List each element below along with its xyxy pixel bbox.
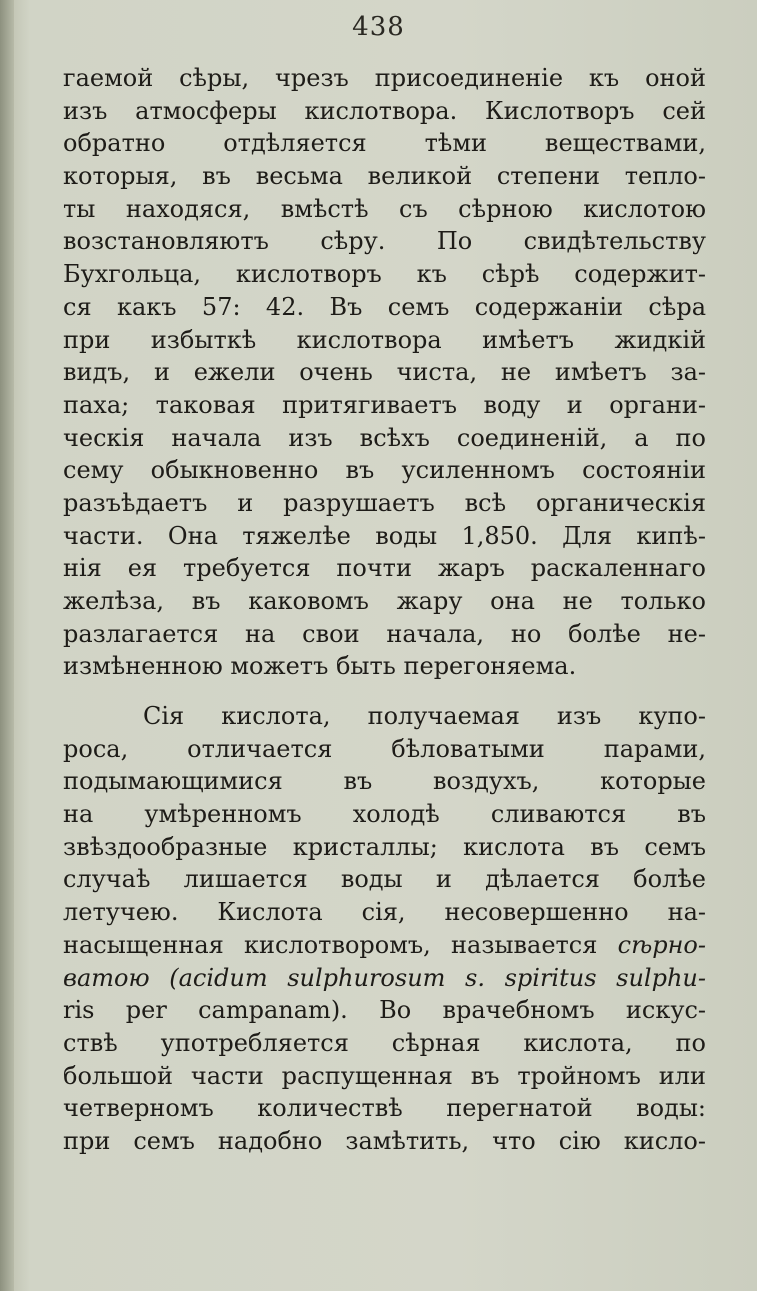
paragraph-1 — [63, 62, 706, 683]
text-line: случаѣ лишается воды и дѣлается болѣе — [63, 865, 706, 894]
text-line: разлагается на свои начала, но болѣе не- — [63, 619, 706, 648]
page-number: 438 — [352, 12, 405, 42]
text-line: летучею. Кислота сія, несовершенно на- — [63, 898, 706, 927]
text-line: нія ея требуется почти жаръ раскаленнаго — [63, 554, 706, 583]
text-line: большой части распущенная въ тройномъ или — [63, 1061, 706, 1090]
text-line: ческія начала изъ всѣхъ соединеній, а по — [63, 423, 706, 452]
text-line: при избыткѣ кислотвора имѣетъ жидкій — [63, 325, 706, 354]
text-line: подымающимися въ воздухъ, которые — [63, 767, 706, 796]
text-line: изъ атмосферы кислотвора. Кислотворъ сей — [63, 96, 706, 125]
text-line: части. Она тяжелѣе воды 1,850. Для кипѣ- — [63, 521, 706, 550]
text-segment: насыщенная кислотворомъ, называется — [63, 930, 598, 959]
text-line: которыя, въ весьма великой степени тепло- — [63, 162, 706, 191]
text-line-mixed — [63, 929, 706, 962]
text-line: ся какъ 57: 42. Въ семъ содержаніи сѣра — [63, 292, 706, 321]
text-line: желѣза, въ каковомъ жару она не только — [63, 587, 706, 615]
text-line: ris per campanam). Во врачебномъ искус- — [63, 996, 706, 1025]
text-line: роса, отличается бѣловатыми парами, — [63, 734, 706, 763]
text-line: четверномъ количествѣ перегнатой воды: — [63, 1094, 706, 1123]
text-line: возстановляютъ сѣру. По свидѣтельству — [63, 227, 706, 256]
text-line: обратно отдѣляется тѣми веществами, — [63, 129, 706, 158]
text-line: паха; таковая притягиваетъ воду и органи- — [63, 390, 706, 419]
text-line: Бухгольца, кислотворъ къ сѣрѣ содержит- — [63, 260, 706, 289]
text-line: сему обыкновенно въ усиленномъ состояніи — [63, 456, 706, 485]
text-line: звѣздообразные кристаллы; кислота въ семъ — [63, 832, 706, 861]
paragraph-2 — [63, 700, 706, 1158]
text-line: видъ, и ежели очень чиста, не имѣетъ за- — [63, 358, 706, 387]
text-line: гаемой сѣры, чрезъ присоединеніе къ оной — [63, 64, 706, 92]
text-line: при семъ надобно замѣтить, что сію кисло- — [63, 1126, 706, 1155]
text-line: ты находяся, вмѣстѣ съ сѣрною кислотою — [63, 194, 706, 223]
italic-term: сѣрно- — [617, 930, 706, 959]
italic-line: ватою (acidum sulphurosum s. spiritus sulphu- — [63, 963, 706, 992]
text-line: ствѣ употребляется сѣрная кислота, по — [63, 1028, 706, 1057]
text-line: на умѣренномъ холодѣ сливаются въ — [63, 800, 706, 829]
text-line: Сія кислота, получаемая изъ купо- — [143, 702, 706, 730]
page-binding-edge — [0, 0, 14, 1291]
text-line: измѣненною можетъ быть перегоняема. — [63, 652, 577, 681]
text-line: разъѣдаетъ и разрушаетъ всѣ органическія — [63, 488, 706, 517]
